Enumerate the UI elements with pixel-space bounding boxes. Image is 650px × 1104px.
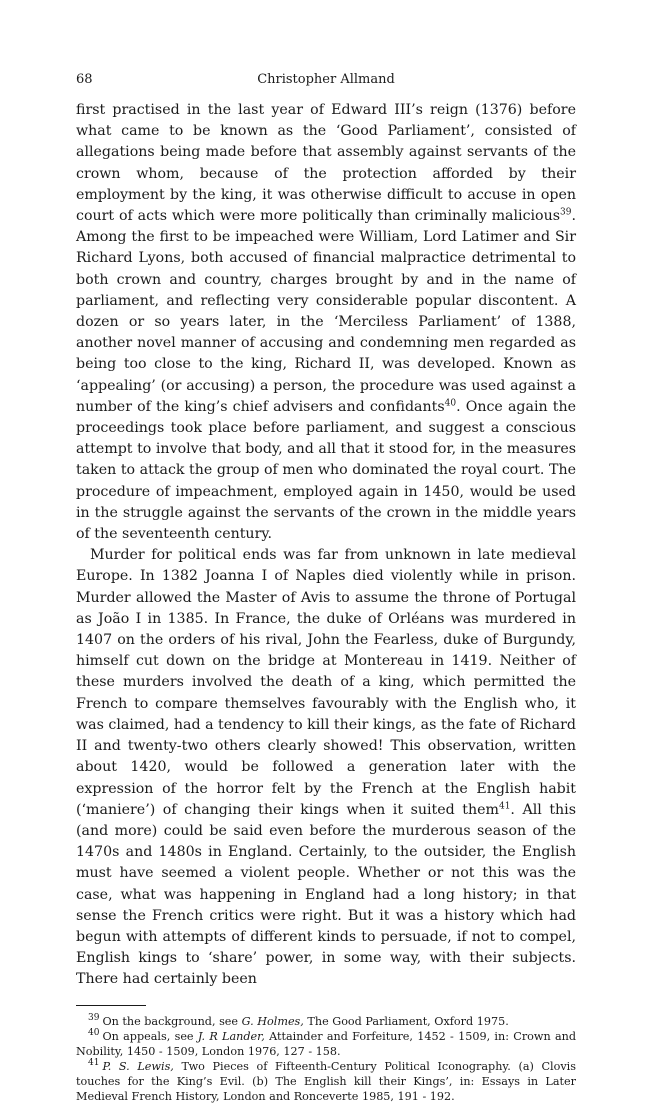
footnote-number: 39 bbox=[88, 1012, 100, 1023]
footnote-ref-39[interactable]: 39 bbox=[560, 207, 572, 218]
paragraph-1-part-3: . Once again the proceedings took place before parliament, and suggest a conscious attempt to involve that body, and all that it stood for, in the measures taken to attack the group of men who dominated the royal court. The procedure of impeachment, employed again in 1450, would be used in the struggle against the servants of the crown in the middle years of the seventeenth century. bbox=[76, 398, 576, 543]
running-head bbox=[76, 70, 576, 90]
paragraph-1-part-1: first practised in the last year of Edward III’s reign (1376) before what came to be known as the ‘Good Parliament’, consisted of allegations being made before that assembly against servants of the crown whom, because of the protection afforded by their employment by the king, it was otherwise difficult to accuse in open court of acts which were more politically than criminally malicious bbox=[76, 102, 576, 225]
page-number: 68 bbox=[76, 72, 93, 87]
footnote-number: 41 bbox=[88, 1057, 100, 1068]
paragraph-1-part-2: . Among the first to be impeached were William, Lord Latimer and Sir Richard Lyons, both accused of financial malpractice detrimental to both crown and country, charges brought by and in the name of parliament, and reflecting very considerable popular discontent. A dozen or so years later, in the ‘Merciless Parliament’ of 1388, another novel manner of accusing and condemning men regarded as being too close to the king, Richard II, was developed. Known as ‘appealing’ (or accusing) a person, the procedure was used against a number of the king’s chief advisers and confidants bbox=[76, 208, 576, 415]
running-title: Christopher Allmand bbox=[257, 72, 395, 87]
footnote-text: Two Pieces of Fifteenth-Century Political Iconography. (a) Clovis touches for the King’s Evil. (b) The English kill their Kings’, in: Essays in Later Medieval French History, London and Ronceverte 1985, 191 - 192. bbox=[76, 1059, 576, 1103]
footnote-text: On the background, see bbox=[102, 1014, 242, 1028]
footnote-text: Attainder and Forfeiture, 1452 - 1509, in: Crown and Nobility, 1450 - 1509, London 1976, 127 - 158. bbox=[76, 1029, 577, 1058]
body-text bbox=[76, 100, 576, 991]
footnotes bbox=[76, 1014, 576, 1104]
footnote-39 bbox=[76, 1014, 576, 1029]
paragraph-2-part-2: . All this (and more) could be said even before the murderous season of the 1470s and 1480s in England. Certainly, to the outsider, the English must have seemed a violent people. Whether or not this was the case, what was happening in England had a long history; in that sense the French critics were right. But it was a history which had begun with attempts of different kinds to persuade, if not to compel, English kings to ‘share’ power, in some way, with their subjects. There had certainly been bbox=[76, 801, 576, 988]
footnote-divider bbox=[76, 1005, 146, 1006]
footnote-text: The Good Parliament, Oxford 1975. bbox=[303, 1014, 509, 1028]
footnote-author: J. R Lander, bbox=[197, 1029, 265, 1043]
book-page bbox=[76, 70, 576, 1104]
footnote-author: G. Holmes, bbox=[241, 1014, 304, 1028]
footnote-text: On appeals, see bbox=[102, 1029, 198, 1043]
paragraph-2-part-1: Murder for political ends was far from unknown in late medieval Europe. In 1382 Joanna I of Naples died violently while in prison. Murder allowed the Master of Avis to assume the throne of Portugal as João I in 1385. In France, the duke of Orléans was murdered in 1407 on the orders of his rival, John the Fearless, duke of Burgundy, himself cut down on the bridge at Montereau in 1419. Neither of these murders involved the death of a king, which permitted the French to compare themselves favourably with the English who, it was claimed, had a tendency to kill their kings, as the fate of Richard II and twenty-two others clearly showed! This observation, written about 1420, would be followed a generation later with the expression of the horror felt by the French at the English habit (‘maniere’) of changing their kings when it suited them bbox=[76, 547, 576, 818]
footnote-41 bbox=[76, 1059, 576, 1104]
footnote-ref-40[interactable]: 40 bbox=[444, 398, 457, 409]
footnote-ref-41[interactable]: 41 bbox=[498, 800, 511, 811]
footnote-number: 40 bbox=[88, 1027, 100, 1038]
footnote-40 bbox=[76, 1029, 576, 1059]
paragraph-2 bbox=[76, 545, 576, 990]
footnote-author: P. S. Lewis, bbox=[102, 1059, 174, 1073]
paragraph-1 bbox=[76, 100, 576, 545]
